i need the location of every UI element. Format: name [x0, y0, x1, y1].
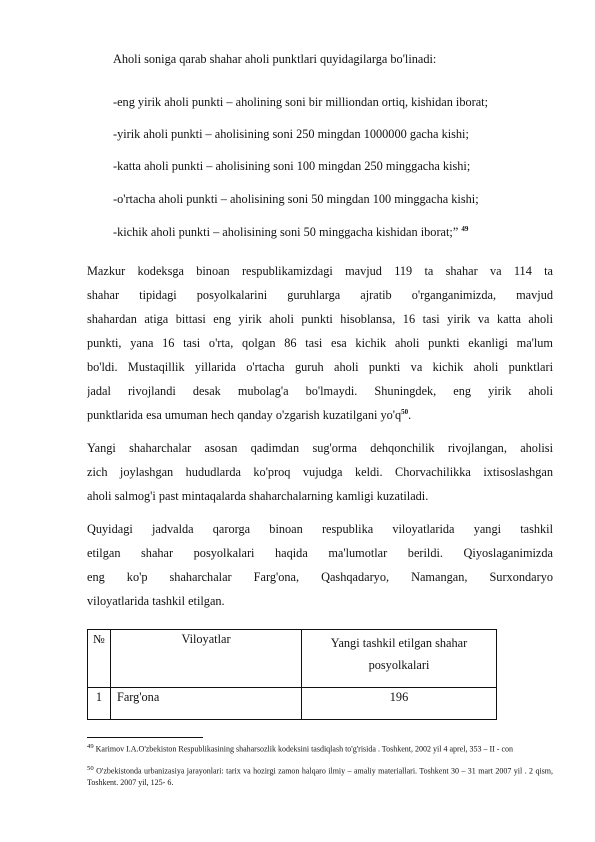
para1-line: Mazkur kodeksga binoan respublikamizdagi mavjud 119 ta shahar va 114 ta [87, 264, 553, 278]
para3-last-line: viloyatlarida tashkil etilgan. [87, 594, 225, 608]
table-header-row [88, 630, 497, 688]
cell-region: Farg'ona [111, 688, 302, 720]
cell-number: 1 [88, 688, 111, 720]
para3-line: Quyidagi jadvalda qarorga binoan respublika viloyatlarida yangi tashkil [87, 522, 553, 536]
footnote-num: 50 [87, 765, 94, 772]
list-item: -o'rtacha aholi punkti – aholisining soni 50 mingdan 100 minggacha kishi; [113, 192, 479, 206]
para3-line: eng ko'p shaharchalar Farg'ona, Qashqadaryo, Namangan, Surxondaryo [87, 570, 553, 584]
list-item: -eng yirik aholi punkti – aholining soni bir milliondan ortiq, kishidan iborat; [113, 95, 489, 109]
footnote-ref-50[interactable]: 50 [401, 407, 409, 416]
settlements-table [87, 629, 497, 720]
header-new-settlements: Yangi tashkil etilgan shahar posyolkalari [302, 630, 497, 688]
para1-period: . [408, 408, 412, 422]
para1-line: bo'ldi. Mustaqillik yillarida o'rtacha guruh aholi punkti va kichik aholi punktlari [87, 360, 553, 374]
footnote-divider [87, 737, 203, 738]
header-number: № [88, 630, 111, 688]
para1-line: punkti, yana 16 tasi o'rta, qolgan 86 tasi esa kichik aholi punkti ekanligi ma'lum [87, 336, 553, 350]
para2-line: zich joylashgan hududlarda ko'proq vujudga keldi. Chorvachilikka ixtisoslashgan [87, 465, 553, 479]
para2-line: Yangi shaharchalar asosan qadimdan sug'orma dehqonchilik rivojlangan, aholisi [87, 441, 553, 455]
table-row [88, 688, 497, 720]
para2-last-line: aholi salmog'i past mintaqalarda shaharchalarning kamligi kuzatiladi. [87, 489, 429, 503]
list-item: -yirik aholi punkti – aholisining soni 250 mingdan 1000000 gacha kishi; [113, 127, 469, 141]
footnote-50 [87, 763, 553, 788]
para1-last-line [87, 408, 411, 423]
footnote-49 [87, 741, 553, 755]
list-item-last [113, 225, 468, 240]
list-item: -katta aholi punkti – aholisining soni 100 mingdan 250 minggacha kishi; [113, 159, 471, 173]
footnote-ref-49[interactable]: 49 [461, 224, 469, 233]
para1-line: shahar tipidagi posyolkalarini guruhlarga ajratib o'rganganimizda, mavjud [87, 288, 553, 302]
footnote-text: Karimov I.A.O'zbekiston Respublikasining shaharsozlik kodeksini tasdiqlash to'g'risida . Toshkent, 2002 yil 4 aprel, 353 – II - con [95, 744, 513, 754]
header-regions: Viloyatlar [111, 630, 302, 688]
footnote-text: O'zbekistonda urbanizasiya jarayonlari: tarix va hozirgi zamon halqaro ilmiy – amaliy materiallari. Toshkent 30 – 31 mart 2007 yil . 2 qism, Toshkent. 2007 yil, 125- 6. [87, 766, 554, 787]
list-item-text: -kichik aholi punkti – aholisining soni 50 minggacha kishidan iborat;” [113, 225, 459, 239]
para3-line: etilgan shahar posyolkalari haqida ma'lumotlar berildi. Qiyoslaganimizda [87, 546, 553, 560]
para1-last-text: punktlarida esa umuman hech qanday o'zgarish kuzatilgani yo'q [87, 408, 402, 422]
para1-line: jadal rivojlandi desak mubolag'a bo'lmaydi. Shuningdek, eng yirik aholi [87, 384, 553, 398]
para1-line: shahardan atiga bittasi eng yirik aholi punkti hisoblansa, 16 tasi yirik va katta aholi [87, 312, 553, 326]
list-intro: Aholi soniga qarab shahar aholi punktlari quyidagilarga bo'linadi: [113, 52, 437, 66]
footnote-num: 49 [87, 743, 94, 750]
cell-count: 196 [302, 688, 497, 720]
